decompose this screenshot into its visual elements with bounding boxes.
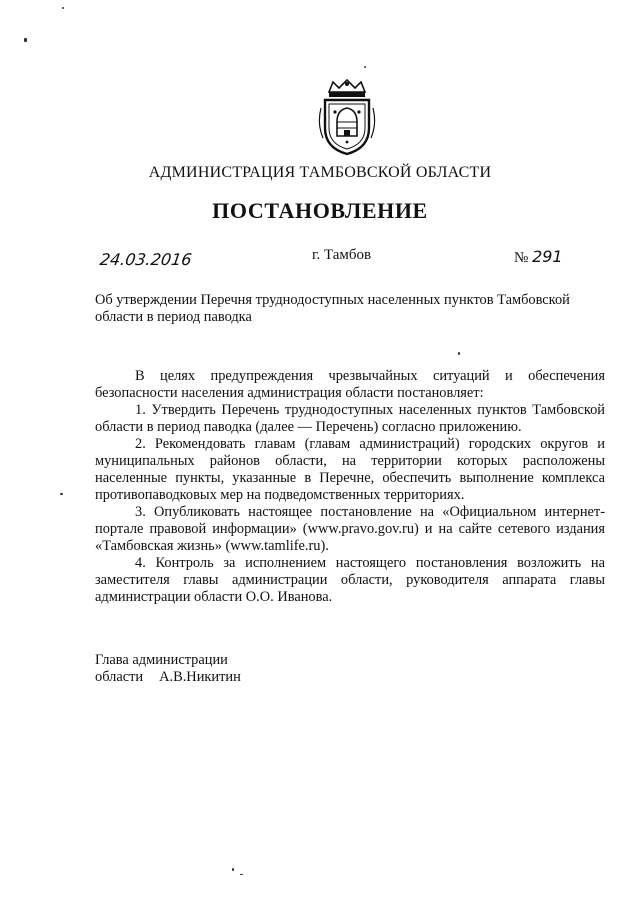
body-paragraph-2: 2. Рекомендовать главам (главам администраций) городских округов и муниципальных районов области, на территории которых расположены населенные пункты, указанные в Перечне, обеспечить выполнение комплекса противопаводковых мер на подведомственных территориях. (95, 436, 605, 503)
coat-of-arms-emblem (315, 78, 379, 156)
scan-speck (232, 868, 234, 871)
scan-speck (24, 38, 27, 42)
organization-name: АДМИНИСТРАЦИЯ ТАМБОВСКОЙ ОБЛАСТИ (148, 164, 492, 181)
body-paragraph-4: 4. Контроль за исполнением настоящего постановления возложить на заместителя главы администрации области, руководителя аппарата главы администрации области О.О. Иванова. (95, 555, 605, 605)
scan-speck (458, 352, 460, 355)
scan-speck (62, 7, 64, 9)
number-sign: № (514, 250, 529, 266)
document-body (95, 368, 605, 606)
number-value: 291 (532, 247, 563, 266)
signature-block (95, 652, 241, 686)
document-date: 24.03.2016 (98, 250, 193, 269)
body-paragraph-intro: В целях предупреждения чрезвычайных ситуаций и обеспечения безопасности населения администрация области постановляет: (95, 368, 605, 401)
signature-title-line1: Глава администрации (95, 652, 228, 668)
body-paragraph-1: 1. Утвердить Перечень труднодоступных населенных пунктов Тамбовской области в период паводка (далее — Перечень) согласно приложению. (95, 402, 605, 435)
document-number (514, 247, 563, 267)
signature-name: А.В.Никитин (159, 669, 241, 685)
body-paragraph-3: 3. Опубликовать настоящее постановление на «Официальном интернет-портале правовой информации» (www.pravo.gov.ru) и на сайте сетевого издания «Тамбовская жизнь» (www.tamlife.ru). (95, 504, 605, 554)
scan-speck (364, 66, 366, 68)
signature-line2 (95, 669, 241, 686)
document-city: г. Тамбов (312, 247, 372, 263)
document-type-title: ПОСТАНОВЛЕНИЕ (212, 198, 428, 223)
scan-speck (60, 493, 63, 495)
scan-speck (240, 874, 243, 875)
document-subject: Об утверждении Перечня труднодоступных населенных пунктов Тамбовской области в период паводка (95, 292, 570, 325)
signature-title-line2: области (95, 669, 144, 685)
